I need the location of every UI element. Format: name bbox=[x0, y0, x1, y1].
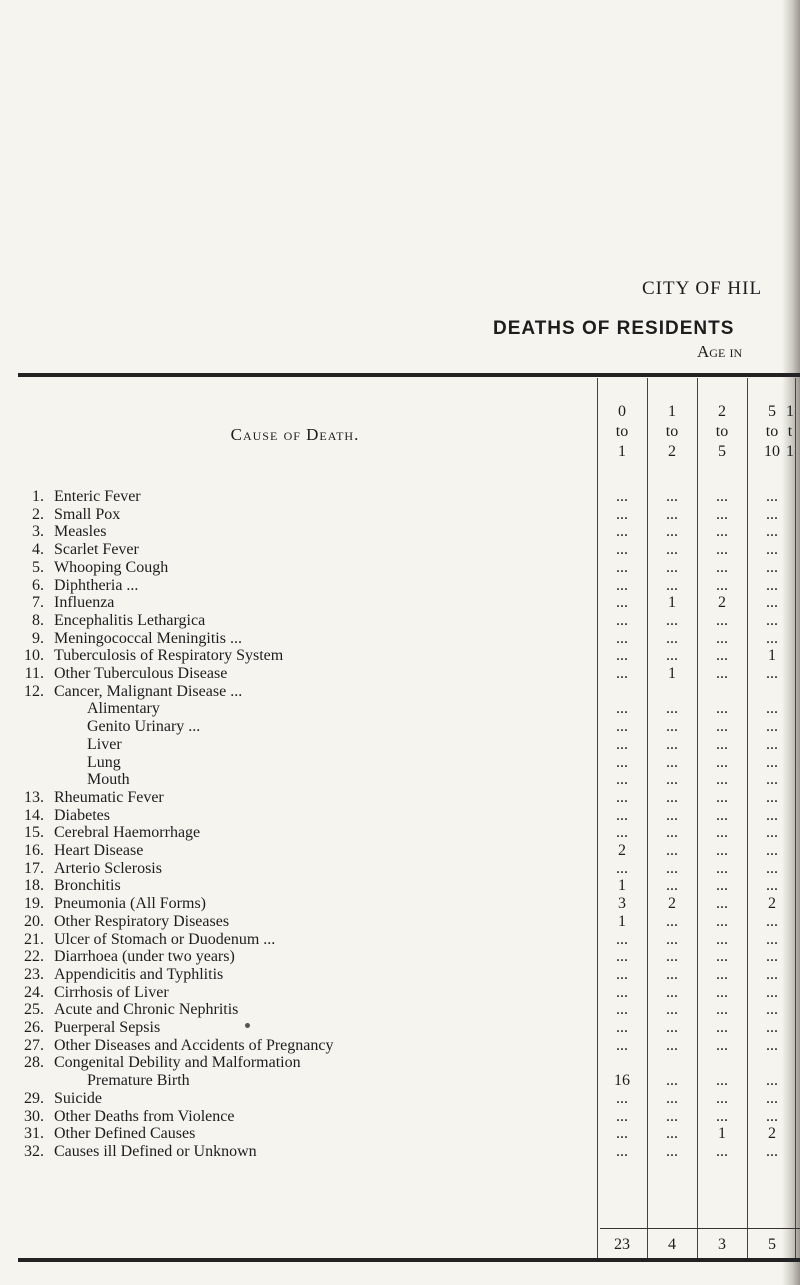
row-number: 21. bbox=[24, 930, 44, 948]
cause-label: Rheumatic Fever bbox=[54, 788, 164, 806]
value-cell: ... bbox=[666, 700, 678, 718]
value-cell: ... bbox=[616, 488, 628, 505]
table-row bbox=[0, 1108, 800, 1126]
value-cell: ... bbox=[766, 488, 778, 505]
value-cell: ... bbox=[616, 753, 628, 771]
cause-label: Congenital Debility and Malformation bbox=[54, 1054, 301, 1072]
row-number: 19. bbox=[24, 895, 44, 913]
table-row bbox=[0, 913, 800, 931]
table-row bbox=[0, 665, 800, 683]
value-cell: ... bbox=[716, 1001, 728, 1019]
value-cell: ... bbox=[666, 1072, 678, 1090]
bottom-rule bbox=[18, 1258, 800, 1262]
value-cell: ... bbox=[666, 965, 678, 983]
value-cell: ... bbox=[666, 541, 678, 559]
value-cell: ... bbox=[766, 912, 778, 930]
value-cell: ... bbox=[616, 665, 628, 682]
value-cell: ... bbox=[716, 735, 728, 753]
table-row bbox=[0, 594, 800, 612]
table-row bbox=[0, 789, 800, 807]
value-cell: ... bbox=[616, 629, 628, 647]
top-rule bbox=[18, 373, 800, 377]
cause-label: Ulcer of Stomach or Duodenum ... bbox=[54, 930, 276, 948]
table-row bbox=[0, 577, 800, 595]
value-cell: 2 bbox=[768, 1125, 776, 1143]
cause-label: Meningococcal Meningitis ... bbox=[54, 629, 242, 647]
cause-label: Causes ill Defined or Unknown bbox=[54, 1142, 257, 1160]
value-cell: ... bbox=[716, 718, 728, 736]
value-cell: ... bbox=[666, 1001, 678, 1019]
cause-label: Acute and Chronic Nephritis bbox=[54, 1001, 239, 1019]
value-cell: ... bbox=[666, 558, 678, 576]
value-cell: ... bbox=[716, 665, 728, 682]
row-number: 10. bbox=[24, 647, 44, 665]
cause-label: Mouth bbox=[87, 771, 130, 789]
cause-label: Alimentary bbox=[87, 700, 160, 718]
cause-label: Other Tuberculous Disease bbox=[54, 665, 228, 682]
value-cell: ... bbox=[616, 806, 628, 824]
row-number: 30. bbox=[24, 1107, 44, 1125]
value-cell: ... bbox=[666, 1125, 678, 1143]
value-cell: ... bbox=[766, 788, 778, 806]
value-cell: ... bbox=[716, 753, 728, 771]
value-cell: ... bbox=[766, 541, 778, 559]
table-row bbox=[0, 1019, 800, 1037]
table-row bbox=[0, 860, 800, 878]
cause-label: Diarrhoea (under two years) bbox=[54, 948, 235, 966]
totals-rule bbox=[600, 1228, 800, 1229]
value-cell: ... bbox=[616, 558, 628, 576]
table-row bbox=[0, 984, 800, 1002]
table-row bbox=[0, 700, 800, 718]
table-row bbox=[0, 683, 800, 701]
value-cell: ... bbox=[716, 629, 728, 647]
table-row bbox=[0, 807, 800, 825]
value-cell: 2 bbox=[718, 594, 726, 612]
value-cell: ... bbox=[716, 1142, 728, 1160]
value-cell: ... bbox=[666, 771, 678, 789]
cause-label: Other Diseases and Accidents of Pregnancy bbox=[54, 1036, 334, 1054]
age-in-heading: Age in bbox=[697, 342, 743, 361]
value-cell: ... bbox=[766, 983, 778, 1001]
table-title: DEATHS OF RESIDENTS bbox=[493, 318, 735, 339]
age-column-header: 5 to 10 bbox=[764, 403, 780, 460]
row-number: 3. bbox=[32, 523, 44, 541]
value-cell: ... bbox=[616, 523, 628, 541]
value-cell: ... bbox=[716, 1036, 728, 1054]
value-cell: 1 bbox=[618, 877, 626, 895]
row-number: 18. bbox=[24, 877, 44, 895]
value-cell: ... bbox=[616, 1107, 628, 1125]
row-number: 28. bbox=[24, 1054, 44, 1072]
value-cell: ... bbox=[716, 523, 728, 541]
value-cell: ... bbox=[616, 859, 628, 877]
value-cell: ... bbox=[716, 700, 728, 718]
value-cell: ... bbox=[666, 611, 678, 629]
value-cell: ... bbox=[766, 594, 778, 612]
total-cell: 4 bbox=[668, 1236, 676, 1253]
table-row bbox=[0, 877, 800, 895]
value-cell: ... bbox=[616, 983, 628, 1001]
value-cell: ... bbox=[666, 1019, 678, 1036]
value-cell: ... bbox=[716, 824, 728, 842]
value-cell: 2 bbox=[618, 842, 626, 859]
value-cell: ... bbox=[616, 1125, 628, 1143]
value-cell: ... bbox=[716, 505, 728, 523]
table-row bbox=[0, 736, 800, 754]
value-cell: 1 bbox=[668, 594, 676, 612]
row-number: 27. bbox=[24, 1036, 44, 1054]
value-cell: ... bbox=[766, 1001, 778, 1019]
value-cell: 16 bbox=[614, 1072, 630, 1090]
value-cell: ... bbox=[766, 735, 778, 753]
value-cell: ... bbox=[766, 948, 778, 966]
cause-label: Diphtheria ... bbox=[54, 576, 139, 594]
value-cell: ... bbox=[616, 735, 628, 753]
cause-label: Other Deaths from Violence bbox=[54, 1107, 235, 1125]
value-cell: ... bbox=[666, 718, 678, 736]
row-number: 24. bbox=[24, 983, 44, 1001]
value-cell: ... bbox=[616, 965, 628, 983]
value-cell: ... bbox=[716, 912, 728, 930]
row-number: 5. bbox=[32, 558, 44, 576]
value-cell: 2 bbox=[768, 895, 776, 913]
value-cell: ... bbox=[616, 594, 628, 612]
table-row bbox=[0, 506, 800, 524]
value-cell: ... bbox=[666, 983, 678, 1001]
total-cell: 23 bbox=[614, 1236, 630, 1253]
value-cell: 3 bbox=[618, 895, 626, 913]
value-cell: ... bbox=[716, 983, 728, 1001]
stray-mark bbox=[245, 1023, 250, 1028]
value-cell: ... bbox=[666, 806, 678, 824]
value-cell: ... bbox=[666, 842, 678, 859]
table-row bbox=[0, 842, 800, 860]
cause-label: Whooping Cough bbox=[54, 558, 169, 576]
value-cell: ... bbox=[716, 859, 728, 877]
value-cell: ... bbox=[766, 505, 778, 523]
row-number: 14. bbox=[24, 806, 44, 824]
value-cell: ... bbox=[666, 948, 678, 966]
value-cell: ... bbox=[766, 965, 778, 983]
value-cell: ... bbox=[766, 859, 778, 877]
value-cell: ... bbox=[616, 718, 628, 736]
value-cell: ... bbox=[666, 1036, 678, 1054]
row-number: 22. bbox=[24, 948, 44, 966]
cause-label: Suicide bbox=[54, 1089, 102, 1107]
value-cell: 2 bbox=[668, 895, 676, 913]
cause-label: Tuberculosis of Respiratory System bbox=[54, 647, 284, 665]
value-cell: ... bbox=[766, 1036, 778, 1054]
row-number: 31. bbox=[24, 1125, 44, 1143]
value-cell: ... bbox=[616, 1089, 628, 1107]
table-row bbox=[0, 1001, 800, 1019]
cause-label: Puerperal Sepsis bbox=[54, 1019, 161, 1036]
value-cell: ... bbox=[766, 842, 778, 859]
value-cell: ... bbox=[766, 877, 778, 895]
value-cell: ... bbox=[666, 753, 678, 771]
value-cell: ... bbox=[766, 1142, 778, 1160]
value-cell: ... bbox=[616, 1019, 628, 1036]
value-cell: ... bbox=[716, 1089, 728, 1107]
table-row bbox=[0, 1037, 800, 1055]
table-row bbox=[0, 541, 800, 559]
value-cell: ... bbox=[666, 1107, 678, 1125]
table-row bbox=[0, 948, 800, 966]
value-cell: ... bbox=[716, 1072, 728, 1090]
cause-label: Liver bbox=[87, 735, 122, 753]
value-cell: ... bbox=[766, 824, 778, 842]
table-row bbox=[0, 647, 800, 665]
cause-label: Heart Disease bbox=[54, 842, 144, 859]
cause-label: Small Pox bbox=[54, 505, 121, 523]
value-cell: ... bbox=[766, 1019, 778, 1036]
row-number: 25. bbox=[24, 1001, 44, 1019]
value-cell: ... bbox=[766, 665, 778, 682]
value-cell: ... bbox=[766, 1072, 778, 1090]
row-number: 17. bbox=[24, 859, 44, 877]
table-row bbox=[0, 718, 800, 736]
row-number: 7. bbox=[32, 594, 44, 612]
value-cell: ... bbox=[666, 576, 678, 594]
value-cell: ... bbox=[616, 611, 628, 629]
age-column-header: 0 to 1 bbox=[615, 403, 629, 460]
value-cell: ... bbox=[616, 788, 628, 806]
cause-label: Influenza bbox=[54, 594, 115, 612]
value-cell: 1 bbox=[768, 647, 776, 665]
value-cell: ... bbox=[666, 523, 678, 541]
value-cell: ... bbox=[766, 700, 778, 718]
table-row bbox=[0, 771, 800, 789]
value-cell: ... bbox=[716, 611, 728, 629]
value-cell: ... bbox=[666, 488, 678, 505]
value-cell: ... bbox=[666, 859, 678, 877]
value-cell: ... bbox=[716, 877, 728, 895]
cause-label: Bronchitis bbox=[54, 877, 121, 895]
row-number: 11. bbox=[24, 665, 44, 682]
table-row bbox=[0, 1090, 800, 1108]
value-cell: ... bbox=[616, 771, 628, 789]
cause-label: Cancer, Malignant Disease ... bbox=[54, 682, 243, 700]
table-row bbox=[0, 824, 800, 842]
value-cell: ... bbox=[616, 505, 628, 523]
value-cell: ... bbox=[666, 912, 678, 930]
value-cell: ... bbox=[766, 523, 778, 541]
total-cell: 5 bbox=[768, 1236, 776, 1253]
value-cell: ... bbox=[716, 647, 728, 665]
cause-label: Lung bbox=[87, 753, 121, 771]
age-column-header: 1 to 2 bbox=[665, 403, 679, 460]
row-number: 1. bbox=[32, 488, 44, 505]
cause-label: Arterio Sclerosis bbox=[54, 859, 162, 877]
value-cell: ... bbox=[716, 541, 728, 559]
value-cell: ... bbox=[716, 1019, 728, 1036]
value-cell: 1 bbox=[668, 665, 676, 682]
row-number: 13. bbox=[24, 788, 44, 806]
row-number: 2. bbox=[32, 505, 44, 523]
value-cell: ... bbox=[716, 806, 728, 824]
row-number: 16. bbox=[24, 842, 44, 859]
row-number: 9. bbox=[32, 629, 44, 647]
value-cell: ... bbox=[716, 576, 728, 594]
table-row bbox=[0, 612, 800, 630]
row-number: 15. bbox=[24, 824, 44, 842]
row-number: 8. bbox=[32, 611, 44, 629]
cause-label: Cerebral Haemorrhage bbox=[54, 824, 201, 842]
table-row bbox=[0, 895, 800, 913]
value-cell: ... bbox=[716, 895, 728, 913]
cause-label: Measles bbox=[54, 523, 107, 541]
value-cell: ... bbox=[666, 629, 678, 647]
value-cell: ... bbox=[766, 930, 778, 948]
value-cell: ... bbox=[616, 700, 628, 718]
table-row bbox=[0, 488, 800, 506]
cause-label: Scarlet Fever bbox=[54, 541, 139, 559]
row-number: 29. bbox=[24, 1089, 44, 1107]
value-cell: ... bbox=[766, 771, 778, 789]
value-cell: ... bbox=[766, 753, 778, 771]
value-cell: ... bbox=[766, 718, 778, 736]
total-cell: 3 bbox=[718, 1236, 726, 1253]
value-cell: ... bbox=[666, 505, 678, 523]
table-row bbox=[0, 966, 800, 984]
value-cell: ... bbox=[766, 629, 778, 647]
value-cell: ... bbox=[616, 930, 628, 948]
cause-label: Enteric Fever bbox=[54, 488, 141, 505]
table-row bbox=[0, 559, 800, 577]
value-cell: ... bbox=[716, 558, 728, 576]
table-row bbox=[0, 1143, 800, 1161]
value-cell: ... bbox=[766, 558, 778, 576]
value-cell: ... bbox=[616, 647, 628, 665]
table-row bbox=[0, 1125, 800, 1143]
value-cell: ... bbox=[666, 877, 678, 895]
value-cell: ... bbox=[716, 1107, 728, 1125]
cause-label: Diabetes bbox=[54, 806, 110, 824]
table-row bbox=[0, 931, 800, 949]
table-row bbox=[0, 1072, 800, 1090]
value-cell: ... bbox=[666, 788, 678, 806]
row-number: 26. bbox=[24, 1019, 44, 1036]
value-cell: ... bbox=[616, 1142, 628, 1160]
value-cell: ... bbox=[666, 647, 678, 665]
cause-label: Cirrhosis of Liver bbox=[54, 983, 169, 1001]
table-row bbox=[0, 1054, 800, 1072]
table-row bbox=[0, 630, 800, 648]
value-cell: ... bbox=[666, 824, 678, 842]
city-heading: CITY OF HIL bbox=[642, 278, 763, 299]
value-cell: ... bbox=[716, 965, 728, 983]
value-cell: ... bbox=[766, 1107, 778, 1125]
value-cell: ... bbox=[766, 611, 778, 629]
value-cell: ... bbox=[616, 948, 628, 966]
cause-label: Pneumonia (All Forms) bbox=[54, 895, 206, 913]
value-cell: ... bbox=[716, 842, 728, 859]
cause-label: Genito Urinary ... bbox=[87, 718, 201, 736]
value-cell: ... bbox=[716, 788, 728, 806]
value-cell: ... bbox=[616, 576, 628, 594]
cause-label: Other Respiratory Diseases bbox=[54, 912, 230, 930]
row-number: 12. bbox=[24, 682, 44, 700]
value-cell: ... bbox=[616, 541, 628, 559]
age-column-header: 2 to 5 bbox=[715, 403, 729, 460]
cause-label: Encephalitis Lethargica bbox=[54, 611, 206, 629]
row-number: 4. bbox=[32, 541, 44, 559]
value-cell: ... bbox=[766, 576, 778, 594]
value-cell: ... bbox=[766, 806, 778, 824]
row-number: 32. bbox=[24, 1142, 44, 1160]
cause-label: Other Defined Causes bbox=[54, 1125, 196, 1143]
table-row bbox=[0, 754, 800, 772]
value-cell: ... bbox=[666, 735, 678, 753]
cause-label: Premature Birth bbox=[87, 1072, 190, 1090]
row-number: 20. bbox=[24, 912, 44, 930]
value-cell: ... bbox=[616, 1036, 628, 1054]
value-cell: ... bbox=[616, 1001, 628, 1019]
cause-label: Appendicitis and Typhlitis bbox=[54, 965, 224, 983]
row-number: 6. bbox=[32, 576, 44, 594]
value-cell: 1 bbox=[618, 912, 626, 930]
age-column-header-fragment: 1 t 1 bbox=[786, 403, 794, 460]
value-cell: ... bbox=[666, 1142, 678, 1160]
value-cell: 1 bbox=[718, 1125, 726, 1143]
value-cell: ... bbox=[666, 1089, 678, 1107]
value-cell: ... bbox=[716, 488, 728, 505]
row-number: 23. bbox=[24, 965, 44, 983]
value-cell: ... bbox=[716, 930, 728, 948]
value-cell: ... bbox=[716, 771, 728, 789]
cause-of-death-header: Cause of Death. bbox=[230, 425, 360, 444]
table-row bbox=[0, 523, 800, 541]
value-cell: ... bbox=[766, 1089, 778, 1107]
value-cell: ... bbox=[716, 948, 728, 966]
value-cell: ... bbox=[616, 824, 628, 842]
value-cell: ... bbox=[666, 930, 678, 948]
